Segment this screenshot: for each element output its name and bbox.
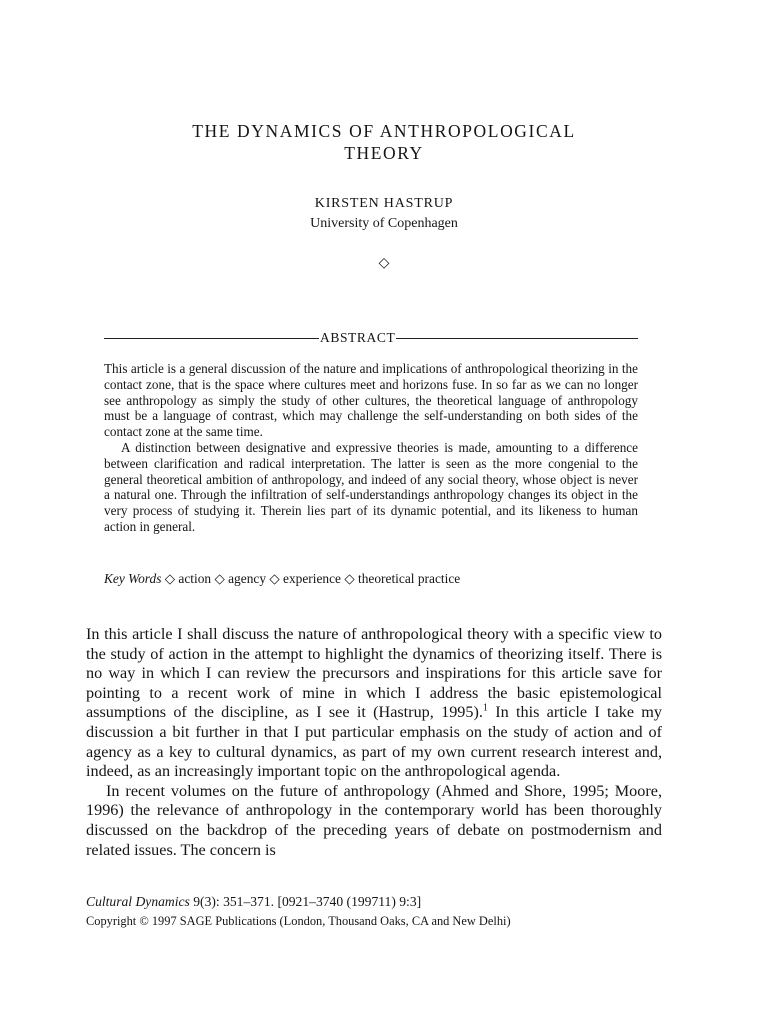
journal-citation	[86, 893, 686, 911]
abstract-paragraph-1: This article is a general discussion of the nature and implications of anthropological theorizing in the contact zone, that is the space where cultures meet and horizons fuse. In so far as we can no longer see anthropology as simply the study of other cultures, the theoretical language of anthropology must be a language of contrast, which may challenge the self-understanding on both sides of the contact zone at the same time.	[104, 361, 638, 440]
article-title-line-2: THEORY	[344, 143, 424, 163]
abstract-heading	[104, 329, 638, 347]
key-words-label: Key Words	[104, 571, 162, 586]
abstract-heading-label: ABSTRACT	[320, 330, 396, 345]
body-paragraph-1	[86, 625, 662, 782]
copyright-line: Copyright © 1997 SAGE Publications (London, Thousand Oaks, CA and New Delhi)	[86, 914, 511, 928]
author-name: KIRSTEN HASTRUP	[314, 196, 454, 211]
abstract-paragraph-2: A distinction between designative and expressive theories is made, amounting to a difference between clarification and radical interpretation. The latter is seen as the more congenial to the general theoretical ambition of anthropology, and indeed of any social theory, whose object is never a natural one. Through the infiltration of self-understandings anthropology changes its object in the very process of studying it. Therein lies part of its dynamic potential, and its likeness to human action in general.	[104, 439, 638, 534]
key-words	[104, 570, 638, 588]
diamond-separator-icon: ◇	[378, 256, 390, 271]
abstract-rule-left	[104, 338, 319, 339]
article-body	[86, 625, 662, 860]
citation-details: 9(3): 351–371. [0921–3740 (199711) 9:3]	[189, 894, 422, 909]
footnote-marker: 1	[482, 702, 488, 714]
article-title	[0, 120, 768, 164]
journal-name: Cultural Dynamics	[86, 894, 190, 909]
body-paragraph-2: In recent volumes on the future of anthropology (Ahmed and Shore, 1995; Moore, 1996) the relevance of anthropology in the contemporary world has been thoroughly discussed on the backdrop of the preceding years of debate on postmodernism and related issues. The concern is	[86, 781, 662, 859]
key-words-list: ◇ action ◇ agency ◇ experience ◇ theoretical practice	[161, 571, 461, 586]
abstract-rule-right	[396, 338, 638, 339]
author-affiliation: University of Copenhagen	[310, 216, 458, 231]
abstract-body	[104, 361, 638, 535]
body-paragraph-1-text-a: In this article I shall discuss the nature of anthropological theory with a specific view to the study of action in the attempt to highlight the dynamics of theorizing itself. There is no way in which I can review the precursors and inspirations for this article save for pointing to a recent work of mine in which I address the basic epistemological assumptions of the discipline, as I see it (Hastrup, 1995).	[86, 625, 662, 722]
body-paragraph-1-text-b: In this article I take my discussion a bit further in that I put particular emphasis on the study of action and of agency as a key to cultural dynamics, as part of my own current research interest and, indeed, as an increasingly important topic on the anthropological agenda.	[86, 703, 662, 781]
article-title-line-1: THE DYNAMICS OF ANTHROPOLOGICAL	[192, 121, 576, 141]
